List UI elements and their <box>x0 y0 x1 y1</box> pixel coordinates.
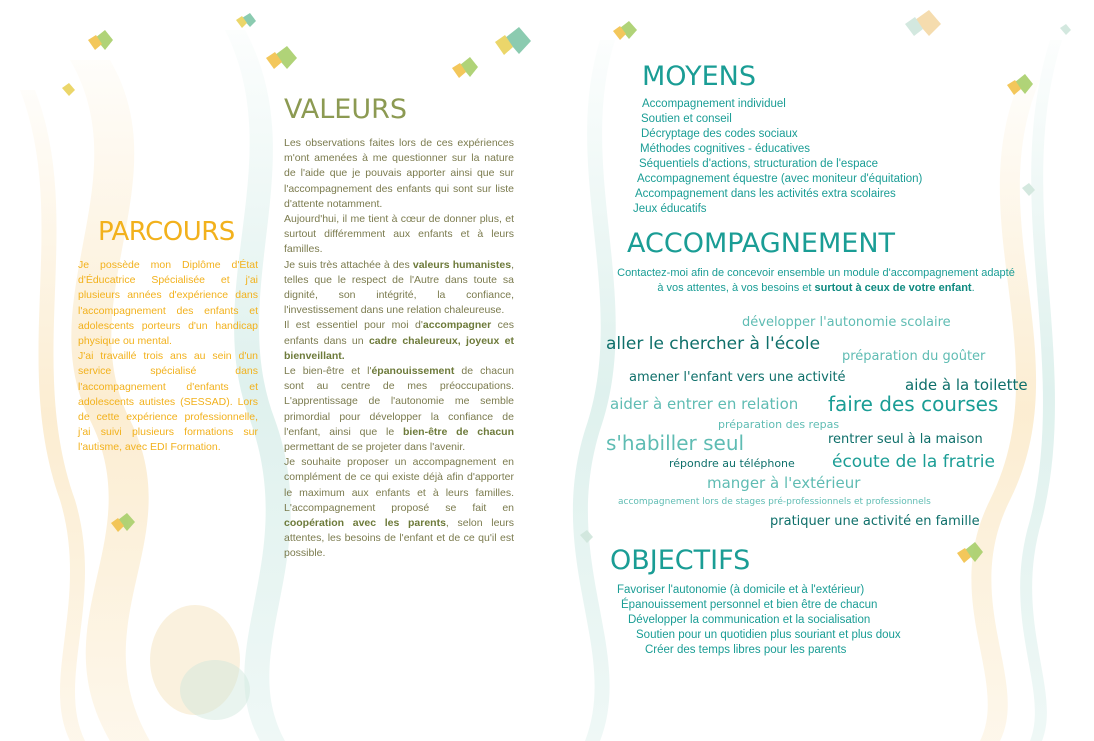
cloud-word: amener l'enfant vers une activité <box>629 370 846 385</box>
objectifs-item: Épanouissement personnel et bien être de chacun <box>621 599 878 611</box>
valeurs-paragraph: Je suis très attachée à des valeurs humanistes, telles que le respect de l'Autre dans toute sa dignité, son intégrité, la confiance, l'investissement dans une relation chaleureuse. <box>284 258 514 317</box>
cloud-word: aider à entrer en relation <box>610 395 799 413</box>
parcours-title: PARCOURS <box>98 217 235 247</box>
valeurs-paragraph: Les observations faites lors de ces expériences m'ont amenées à me questionner sur la nature de l'aide que je pouvais apporter ainsi que sur l'accompagnement des enfants qui sont sur liste d'attente notamment. <box>284 137 514 210</box>
parcours-text <box>78 258 258 456</box>
moyens-item: Accompagnement dans les activités extra scolaires <box>635 188 896 200</box>
objectifs-item: Favoriser l'autonomie (à domicile et à l'extérieur) <box>617 584 865 596</box>
moyens-item: Accompagnement individuel <box>642 98 786 110</box>
valeurs-text <box>284 136 514 562</box>
objectifs-title: OBJECTIFS <box>610 545 751 576</box>
accompagnement-title: ACCOMPAGNEMENT <box>627 228 896 259</box>
cloud-word: préparation des repas <box>718 418 840 431</box>
cloud-word: développer l'autonomie scolaire <box>742 315 951 330</box>
ribbon-decoration <box>20 90 85 741</box>
valeurs-paragraph: Je souhaite proposer un accompagnement en complément de ce qui existe déjà afin d'apporter le maximum aux enfants et à leurs familles. L'accompagnement proposé se fait en coopération avec les parents, selon leurs attentes, les besoins de l'enfant et de ce qu'il est possible. <box>284 456 514 560</box>
cloud-word: répondre au téléphone <box>669 457 795 470</box>
moyens-title: MOYENS <box>642 61 756 92</box>
cloud-word: pratiquer une activité en famille <box>770 514 980 529</box>
moyens-item: Jeux éducatifs <box>633 203 707 215</box>
objectifs-item: Créer des temps libres pour les parents <box>645 644 847 656</box>
parcours-paragraph: J'ai travaillé trois ans au sein d'un service spécialisé dans l'accompagnement d'enfants et adolescents autistes (SESSAD). Lors de cette expérience professionnelle, j'ai suivi plusieurs formations sur l'autisme, avec EDI Formation. <box>78 350 258 454</box>
hand-decoration <box>180 660 250 720</box>
cloud-word: rentrer seul à la maison <box>828 432 983 447</box>
moyens-item: Décryptage des codes sociaux <box>641 128 798 140</box>
cloud-word: manger à l'extérieur <box>707 474 861 492</box>
ribbon-decoration <box>573 40 616 741</box>
valeurs-paragraph: Le bien-être et l'épanouissement de chacun sont au centre de mes préoccupations. L'apprentissage de l'autonomie me semble primordial pour développer la confiance de l'enfant, ainsi que le bien-être de chacun permettant de se projeter dans l'avenir. <box>284 365 515 454</box>
cloud-word: accompagnement lors de stages pré-professionnels et professionnels <box>618 497 931 507</box>
cloud-word: aide à la toilette <box>905 376 1028 394</box>
valeurs-paragraph: Il est essentiel pour moi d'accompagner ces enfants dans un cadre chaleureux, joyeux et bienveillant. <box>284 319 514 362</box>
cloud-word: aller le chercher à l'école <box>606 334 821 354</box>
accompagnement-intro: Contactez-moi afin de concevoir ensemble un module d'accompagnement adapté à vos attentes, à vos besoins et surtout à ceux de votre enfant. <box>617 267 1015 294</box>
moyens-item: Séquentiels d'actions, structuration de l'espace <box>639 158 879 170</box>
moyens-item: Accompagnement équestre (avec moniteur d'équitation) <box>637 173 923 185</box>
cloud-word: préparation du goûter <box>842 349 986 364</box>
cloud-word: s'habiller seul <box>606 431 745 455</box>
moyens-item: Méthodes cognitives - éducatives <box>640 143 811 155</box>
valeurs-paragraph: Aujourd'hui, il me tient à cœur de donner plus, et surtout différemment aux enfants et à leurs familles. <box>284 213 514 256</box>
objectifs-item: Soutien pour un quotidien plus souriant et plus doux <box>636 629 901 641</box>
objectifs-item: Développer la communication et la socialisation <box>628 614 871 626</box>
cloud-word: écoute de la fratrie <box>832 452 995 472</box>
valeurs-title: VALEURS <box>284 94 407 125</box>
parcours-paragraph: Je possède mon Diplôme d'État d'Éducatrice Spécialisée et j'ai plusieurs années d'expérience dans l'accompagnement des enfants et adolescents porteurs d'un handicap physique ou mental. <box>78 259 258 348</box>
moyens-item: Soutien et conseil <box>641 113 732 125</box>
cloud-word: faire des courses <box>828 392 999 416</box>
